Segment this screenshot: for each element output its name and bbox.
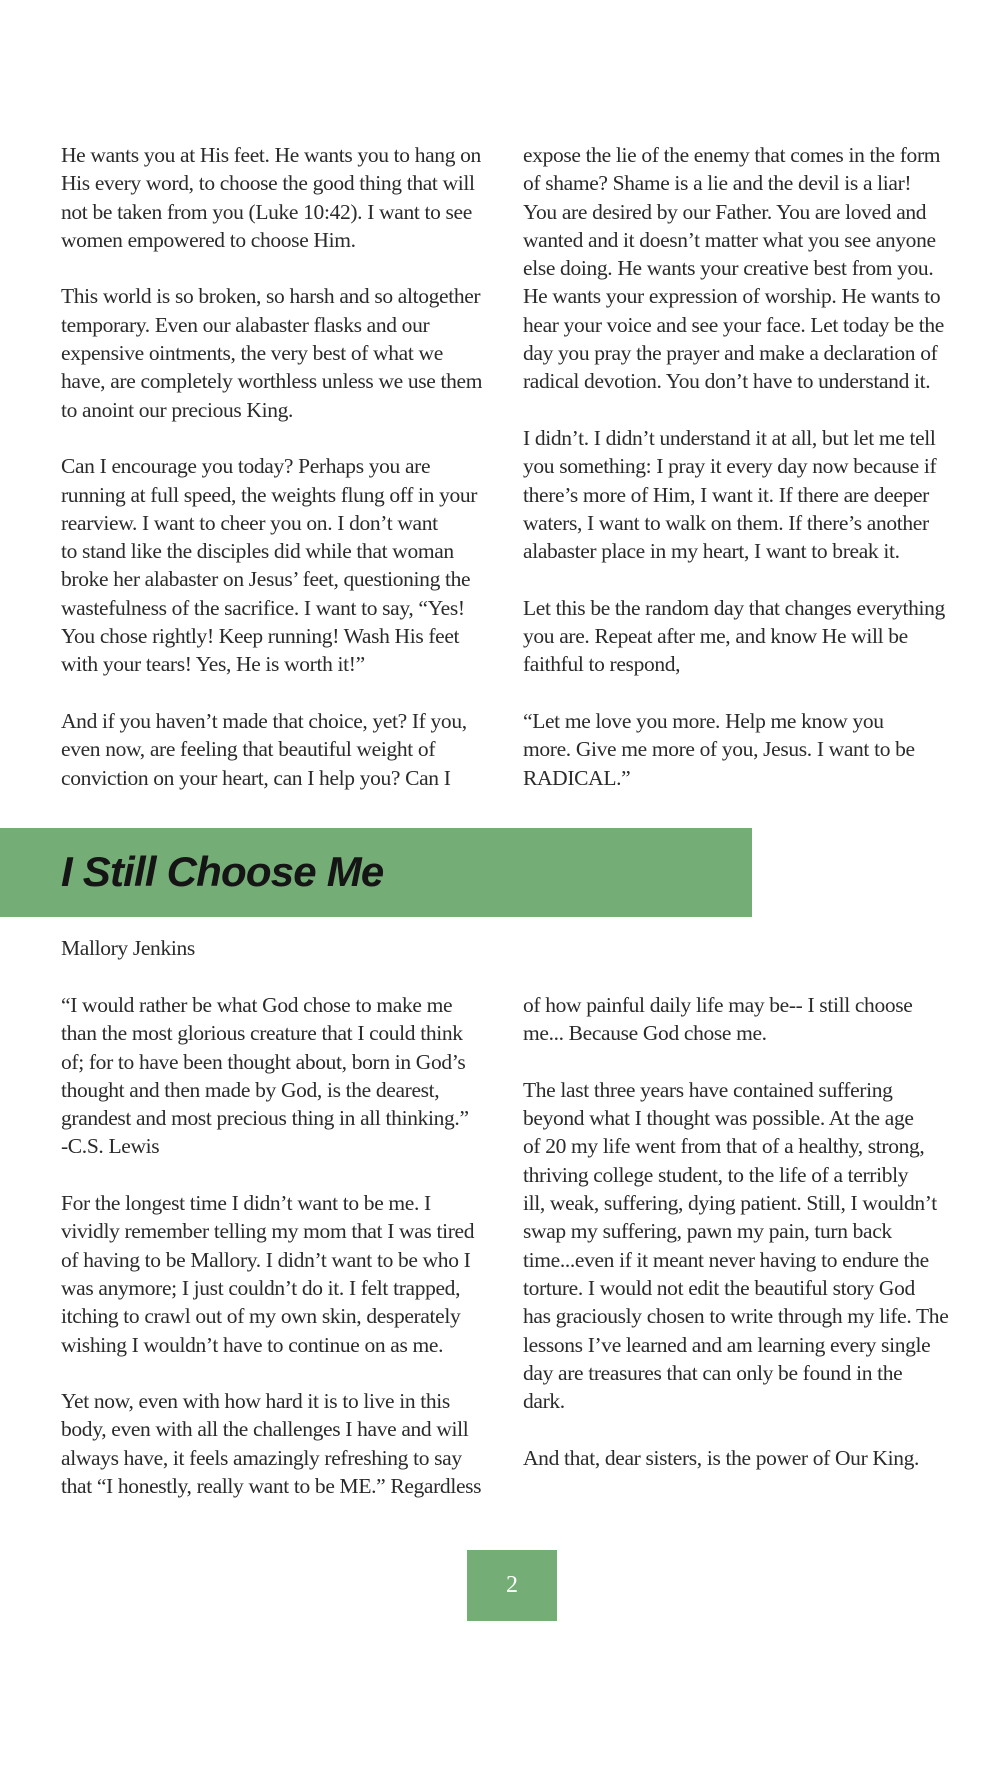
page-number-badge — [467, 1550, 557, 1621]
paragraph: For the longest time I didn’t want to be me. I vividly remember telling my mom that I was tired of having to be Mallory. I didn’t want to be who I was anymore; I just couldn’t do it. I felt trapped, itching to crawl out of my own skin, desperately wishing I wouldn’t have to continue on as me. — [61, 1191, 475, 1357]
paragraph: expose the lie of the enemy that comes in the form of shame? Shame is a lie and the devil is a liar! You are desired by our Father. You are loved and wanted and it doesn’t matter what you see anyone else doing. He wants your creative best from you. He wants your expression of worship. He wants to hear your voice and see your face. Let today be the day you pray the prayer and make a declaration of radical devotion. You don’t have to understand it. — [523, 143, 944, 394]
paragraph: The last three years have contained suffering beyond what I thought was possible. At the age of 20 my life went from that of a healthy, strong, thriving college student, to the life of a terribly ill, weak, suffering, dying patient. Still, I wouldn’t swap my suffering, pawn my pain, turn back time...even if it meant never having to endure the torture. I would not edit the beautiful story God has graciously chosen to write through my life. The lessons I’ve learned and am learning every single day are treasures that can only be found in the dark. — [523, 1077, 949, 1414]
paragraph: I didn’t. I didn’t understand it at all, but let me tell you something: I pray it every day now because if there’s more of Him, I want it. If there are deeper waters, I want to walk on them. If there’s another alabaster place in my heart, I want to break it. — [523, 425, 937, 564]
paragraph: He wants you at His feet. He wants you to hang on His every word, to choose the good thing that will not be taken from you (Luke 10:42). I want to see women empowered to choose Him. — [61, 143, 481, 252]
epigraph-quote: “I would rather be what God chose to make me than the most glorious creature that I could think of; for to have been thought about, born in God’s thought and then made by God, is the dearest, grandest and most precious thing in all thinking.” -C.S. Lewis — [61, 993, 469, 1159]
paragraph: of how painful daily life may be-- I still choose me... Because God chose me. — [523, 993, 913, 1046]
article-title: I Still Choose Me — [61, 848, 384, 895]
article-author: Mallory Jenkins — [61, 936, 195, 960]
paragraph: Let this be the random day that changes everything you are. Repeat after me, and know He will be faithful to respond, — [523, 595, 945, 677]
paragraph: Can I encourage you today? Perhaps you are running at full speed, the weights flung off in your rearview. I want to cheer you on. I don’t want to stand like the disciples did while that woman broke her alabaster on Jesus’ feet, questioning the wastefulness of the sacrifice. I want to say, “Yes! You chose rightly! Keep running! Wash His feet with your tears! Yes, He is worth it!” — [61, 454, 478, 677]
paragraph: And if you haven’t made that choice, yet? If you, even now, are feeling that beautiful weight of conviction on your heart, can I help you? Can I — [61, 708, 467, 790]
article-left-column — [61, 991, 511, 1500]
article-title-banner — [0, 828, 752, 917]
page-number: 2 — [506, 1572, 518, 1598]
top-right-column — [523, 141, 973, 792]
paragraph: And that, dear sisters, is the power of Our King. — [523, 1445, 920, 1470]
paragraph: This world is so broken, so harsh and so altogether temporary. Even our alabaster flasks and our expensive ointments, the very best of what we have, are completely worthless unless we use them to anoint our precious King. — [61, 284, 483, 422]
closing-quote-paragraph: “Let me love you more. Help me know you more. Give me more of you, Jesus. I want to be RADICAL.” — [523, 708, 915, 790]
paragraph: Yet now, even with how hard it is to live in this body, even with all the challenges I have and will always have, it feels amazingly refreshing to say that “I honestly, really want to be ME.” Regardless — [61, 1389, 482, 1499]
top-left-column — [61, 141, 511, 792]
article-right-column — [523, 991, 973, 1472]
